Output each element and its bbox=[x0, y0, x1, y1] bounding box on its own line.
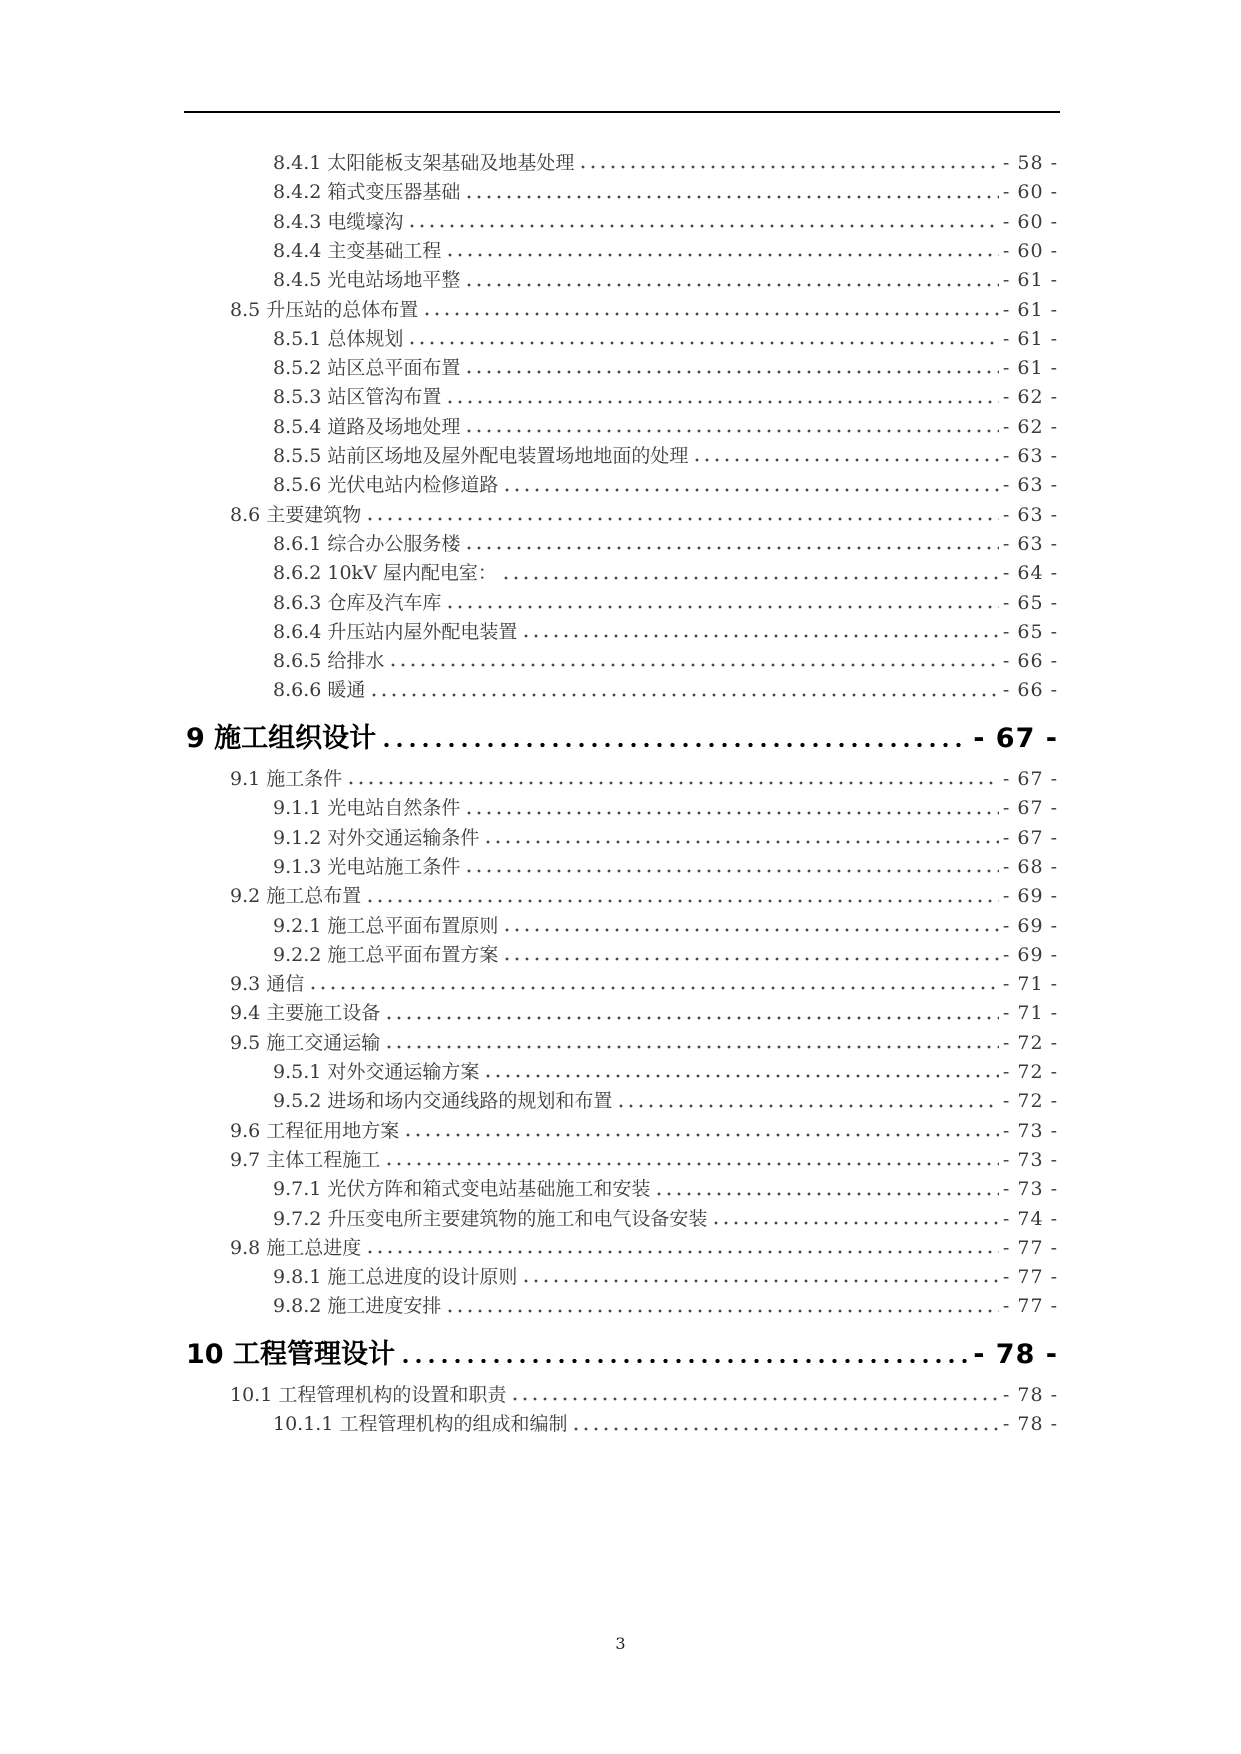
header-rule bbox=[184, 111, 1060, 113]
toc-dot-leader bbox=[654, 1176, 999, 1202]
toc-dot-leader bbox=[365, 1235, 999, 1261]
toc-entry[interactable] bbox=[273, 1088, 1058, 1114]
toc-entry-page: - 69 - bbox=[1002, 885, 1058, 908]
toc-dot-leader bbox=[445, 1293, 999, 1319]
toc-dot-leader bbox=[464, 854, 999, 880]
toc-entry-title: 9.1.1 光电站自然条件 bbox=[273, 797, 461, 820]
toc-dot-leader bbox=[365, 883, 999, 909]
toc-dot-leader bbox=[384, 1000, 999, 1026]
toc-entry-title: 9.8 施工总进度 bbox=[230, 1236, 362, 1259]
toc-entry[interactable] bbox=[273, 209, 1058, 235]
toc-dot-leader bbox=[571, 1411, 998, 1437]
toc-entry-page: - 65 - bbox=[1002, 591, 1058, 614]
toc-dot-leader bbox=[521, 619, 999, 645]
toc-dot-leader bbox=[308, 971, 999, 997]
toc-entry-title: 8.6.6 暖通 bbox=[273, 679, 366, 702]
toc-entry-title: 10 工程管理设计 bbox=[186, 1338, 395, 1370]
toc-entry[interactable] bbox=[273, 267, 1058, 293]
toc-dot-leader bbox=[464, 355, 999, 381]
toc-entry-title: 8.4.4 主变基础工程 bbox=[273, 239, 442, 262]
toc-entry[interactable] bbox=[230, 766, 1058, 792]
toc-dot-leader bbox=[464, 179, 999, 205]
toc-entry[interactable] bbox=[230, 1147, 1058, 1173]
toc-entry-page: - 78 - bbox=[973, 1338, 1058, 1370]
toc-dot-leader bbox=[502, 913, 999, 939]
toc-dot-leader bbox=[407, 326, 999, 352]
toc-entry-page: - 71 - bbox=[1002, 973, 1058, 996]
toc-entry-page: - 60 - bbox=[1002, 239, 1058, 262]
toc-entry[interactable] bbox=[230, 1235, 1058, 1261]
toc-entry[interactable] bbox=[230, 502, 1058, 528]
toc-entry-title: 8.5.3 站区管沟布置 bbox=[273, 386, 442, 409]
toc-entry-title: 9.2 施工总布置 bbox=[230, 885, 362, 908]
toc-entry-title: 8.5.1 总体规划 bbox=[273, 327, 404, 350]
toc-entry[interactable] bbox=[273, 590, 1058, 616]
toc-entry[interactable] bbox=[273, 531, 1058, 557]
toc-entry-page: - 69 - bbox=[1002, 914, 1058, 937]
toc-entry-page: - 73 - bbox=[1002, 1148, 1058, 1171]
toc-entry-title: 9.4 主要施工设备 bbox=[230, 1002, 381, 1025]
toc-entry-page: - 67 - bbox=[1002, 797, 1058, 820]
toc-entry-title: 9.7.2 升压变电所主要建筑物的施工和电气设备安装 bbox=[273, 1207, 708, 1230]
toc-entry-page: - 72 - bbox=[1002, 1031, 1058, 1054]
toc-dot-leader bbox=[365, 502, 999, 528]
toc-dot-leader bbox=[369, 677, 999, 703]
toc-dot-leader bbox=[384, 1147, 999, 1173]
toc-entry-title: 9.7 主体工程施工 bbox=[230, 1148, 381, 1171]
toc-entry[interactable] bbox=[273, 795, 1058, 821]
toc-entry-title: 9.1.3 光电站施工条件 bbox=[273, 855, 461, 878]
toc-dot-leader bbox=[483, 1059, 999, 1085]
toc-entry-title: 8.4.1 太阳能板支架基础及地基处理 bbox=[273, 152, 575, 174]
toc-entry-title: 8.6 主要建筑物 bbox=[230, 503, 362, 526]
toc-entry-title: 9.8.1 施工总进度的设计原则 bbox=[273, 1266, 518, 1289]
toc-entry[interactable] bbox=[273, 355, 1058, 381]
toc-entry-title: 8.6.5 给排水 bbox=[273, 650, 385, 673]
toc-dot-leader bbox=[464, 267, 999, 293]
toc-entry-title: 9 施工组织设计 bbox=[186, 722, 377, 754]
toc-entry-page: - 67 - bbox=[973, 722, 1058, 754]
toc-entry-page: - 78 - bbox=[1002, 1384, 1058, 1406]
toc-entry-page: - 61 - bbox=[1002, 357, 1058, 380]
toc-entry[interactable] bbox=[273, 560, 1058, 586]
toc-entry-title: 8.5.5 站前区场地及屋外配电装置场地地面的处理 bbox=[273, 445, 689, 467]
toc-dot-leader bbox=[384, 1030, 999, 1056]
toc-entry-page: - 77 - bbox=[1002, 1266, 1058, 1289]
toc-entry-title: 9.2.2 施工总平面布置方案 bbox=[273, 943, 499, 966]
toc-entry-page: - 64 - bbox=[1002, 562, 1058, 585]
toc-entry-page: - 77 - bbox=[1002, 1295, 1058, 1318]
toc-entry[interactable] bbox=[273, 1264, 1058, 1290]
toc-entry[interactable] bbox=[273, 414, 1058, 440]
toc-entry-title: 8.5.4 道路及场地处理 bbox=[273, 415, 461, 438]
toc-dot-leader bbox=[380, 719, 969, 759]
toc-chapter-entry[interactable] bbox=[186, 1335, 1058, 1375]
toc-entry[interactable] bbox=[273, 677, 1058, 703]
toc-entry[interactable] bbox=[273, 1059, 1058, 1085]
toc-entry-page: - 62 - bbox=[1002, 415, 1058, 438]
toc-dot-leader bbox=[445, 238, 999, 264]
toc-dot-leader bbox=[483, 825, 999, 851]
toc-entry[interactable] bbox=[273, 472, 1058, 498]
toc-entry-page: - 77 - bbox=[1002, 1236, 1058, 1259]
toc-entry-page: - 66 - bbox=[1002, 650, 1058, 673]
toc-dot-leader bbox=[399, 1335, 969, 1375]
toc-entry-page: - 72 - bbox=[1002, 1090, 1058, 1113]
toc-entry-title: 8.5 升压站的总体布置 bbox=[230, 298, 419, 321]
toc-dot-leader bbox=[464, 531, 999, 557]
toc-dot-leader bbox=[445, 384, 999, 410]
toc-dot-leader bbox=[578, 150, 999, 176]
toc-entry-page: - 61 - bbox=[1002, 298, 1058, 321]
toc-entry-page: - 58 - bbox=[1002, 152, 1058, 174]
toc-dot-leader bbox=[502, 942, 999, 968]
toc-entry-page: - 78 - bbox=[1002, 1413, 1058, 1436]
toc-dot-leader bbox=[692, 443, 999, 469]
toc-dot-leader bbox=[403, 1118, 999, 1144]
toc-entry-title: 9.3 通信 bbox=[230, 973, 305, 996]
toc-dot-leader bbox=[501, 560, 999, 586]
page-number: 3 bbox=[615, 1634, 626, 1653]
toc-entry[interactable] bbox=[230, 971, 1058, 997]
toc-entry-page: - 65 - bbox=[1002, 620, 1058, 643]
toc-entry-title: 8.6.1 综合办公服务楼 bbox=[273, 532, 461, 555]
toc-entry-title: 8.4.2 箱式变压器基础 bbox=[273, 181, 461, 204]
toc-dot-leader bbox=[616, 1088, 999, 1114]
toc-entry[interactable] bbox=[273, 150, 1058, 176]
toc-entry[interactable] bbox=[273, 942, 1058, 968]
toc-entry-title: 8.4.5 光电站场地平整 bbox=[273, 269, 461, 292]
toc-entry[interactable] bbox=[230, 297, 1058, 323]
toc-entry-page: - 71 - bbox=[1002, 1002, 1058, 1025]
toc-entry-page: - 63 - bbox=[1002, 445, 1058, 467]
toc-entry[interactable] bbox=[273, 648, 1058, 674]
toc-entry-page: - 69 - bbox=[1002, 943, 1058, 966]
toc-entry-title: 8.5.6 光伏电站内检修道路 bbox=[273, 474, 499, 497]
toc-entry-title: 10.1 工程管理机构的设置和职责 bbox=[230, 1384, 507, 1406]
toc-entry-title: 9.5.1 对外交通运输方案 bbox=[273, 1061, 480, 1083]
toc-entry-title: 9.7.1 光伏方阵和箱式变电站基础施工和安装 bbox=[273, 1178, 651, 1201]
toc-entry-page: - 67 - bbox=[1002, 768, 1058, 790]
toc-entry-title: 8.6.4 升压站内屋外配电装置 bbox=[273, 620, 518, 643]
toc-dot-leader bbox=[521, 1264, 999, 1290]
toc-entry-title: 9.5.2 进场和场内交通线路的规划和布置 bbox=[273, 1090, 613, 1113]
toc-entry-page: - 61 - bbox=[1002, 269, 1058, 292]
toc-entry-page: - 60 - bbox=[1002, 210, 1058, 233]
toc-entry-page: - 73 - bbox=[1002, 1178, 1058, 1201]
toc-dot-leader bbox=[388, 648, 999, 674]
toc-entry-page: - 61 - bbox=[1002, 327, 1058, 350]
toc-entry[interactable] bbox=[273, 238, 1058, 264]
toc-entry-title: 9.6 工程征用地方案 bbox=[230, 1119, 400, 1142]
toc-entry[interactable] bbox=[230, 1000, 1058, 1026]
toc-dot-leader bbox=[445, 590, 999, 616]
toc-entry-title: 9.8.2 施工进度安排 bbox=[273, 1295, 442, 1318]
toc-dot-leader bbox=[346, 766, 999, 792]
toc-entry[interactable] bbox=[273, 326, 1058, 352]
toc-entry[interactable] bbox=[273, 913, 1058, 939]
toc-entry-title: 9.1.2 对外交通运输条件 bbox=[273, 826, 480, 849]
toc-entry-page: - 73 - bbox=[1002, 1119, 1058, 1142]
toc-entry-page: - 72 - bbox=[1002, 1061, 1058, 1083]
toc-entry[interactable] bbox=[273, 179, 1058, 205]
toc-entry[interactable] bbox=[230, 1118, 1058, 1144]
toc-dot-leader bbox=[464, 414, 999, 440]
toc-dot-leader bbox=[502, 472, 999, 498]
toc-entry-title: 8.6.2 10kV 屋内配电室： bbox=[273, 562, 497, 585]
toc-entry-title: 8.4.3 电缆壕沟 bbox=[273, 210, 404, 233]
toc-entry[interactable] bbox=[273, 1293, 1058, 1319]
toc-entry-title: 9.1 施工条件 bbox=[230, 768, 343, 790]
toc-entry[interactable] bbox=[273, 854, 1058, 880]
toc-entry-page: - 67 - bbox=[1002, 826, 1058, 849]
toc-entry-title: 8.5.2 站区总平面布置 bbox=[273, 357, 461, 380]
toc-entry-title: 8.6.3 仓库及汽车库 bbox=[273, 591, 442, 614]
toc-entry[interactable] bbox=[230, 1382, 1058, 1408]
toc-entry-page: - 68 - bbox=[1002, 855, 1058, 878]
toc-dot-leader bbox=[407, 209, 999, 235]
toc-entry[interactable] bbox=[230, 1030, 1058, 1056]
toc-entry-title: 9.5 施工交通运输 bbox=[230, 1031, 381, 1054]
toc-chapter-entry[interactable] bbox=[186, 719, 1058, 759]
toc-entry[interactable] bbox=[273, 443, 1058, 469]
toc-entry[interactable] bbox=[273, 825, 1058, 851]
toc-entry-page: - 62 - bbox=[1002, 386, 1058, 409]
toc-dot-leader bbox=[711, 1206, 999, 1232]
toc-entry-page: - 74 - bbox=[1002, 1207, 1058, 1230]
toc-dot-leader bbox=[464, 795, 999, 821]
toc-entry-page: - 63 - bbox=[1002, 532, 1058, 555]
toc-entry-page: - 63 - bbox=[1002, 474, 1058, 497]
toc-entry[interactable] bbox=[230, 883, 1058, 909]
toc-dot-leader bbox=[422, 297, 999, 323]
toc-entry-page: - 60 - bbox=[1002, 181, 1058, 204]
toc-dot-leader bbox=[510, 1382, 999, 1408]
toc-entry[interactable] bbox=[273, 619, 1058, 645]
toc-entry-title: 9.2.1 施工总平面布置原则 bbox=[273, 914, 499, 937]
toc-entry-page: - 66 - bbox=[1002, 679, 1058, 702]
toc-entry-title: 10.1.1 工程管理机构的组成和编制 bbox=[273, 1413, 568, 1436]
toc-entry[interactable] bbox=[273, 384, 1058, 410]
toc-entry-page: - 63 - bbox=[1002, 503, 1058, 526]
toc-entry[interactable] bbox=[273, 1411, 1058, 1437]
toc-entry[interactable] bbox=[273, 1176, 1058, 1202]
toc-entry[interactable] bbox=[273, 1206, 1058, 1232]
